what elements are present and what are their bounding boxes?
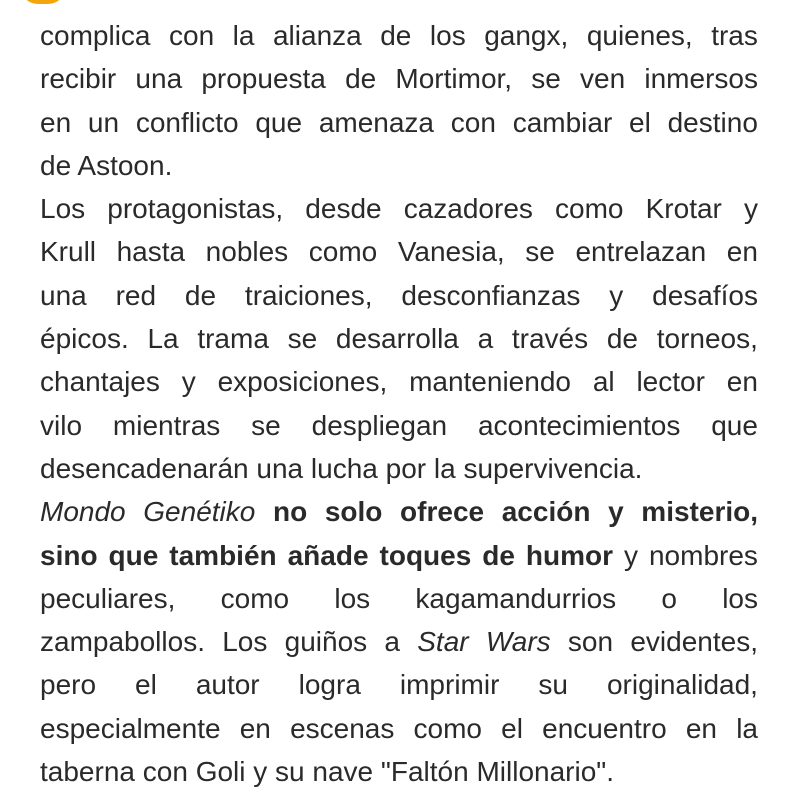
word: épicos.	[40, 323, 129, 355]
word: su	[275, 756, 305, 788]
word: entrelazan	[575, 236, 707, 268]
word: de	[184, 279, 217, 311]
word: humor	[525, 539, 614, 571]
word: Los	[222, 626, 268, 658]
word: desde	[305, 193, 382, 225]
text-line	[40, 187, 758, 230]
word: cambiar	[512, 106, 613, 138]
word: acontecimientos	[477, 409, 681, 441]
word: gangx,	[484, 20, 569, 51]
word: como	[555, 193, 624, 225]
word: lector	[636, 366, 705, 398]
word: el	[629, 106, 651, 138]
text-line	[40, 57, 758, 100]
text-line	[40, 490, 758, 533]
word: la	[232, 20, 255, 51]
word: o	[661, 582, 677, 614]
word: autor	[195, 669, 260, 701]
word: los	[334, 582, 371, 614]
word: mientras	[112, 409, 221, 441]
word: desconfianzas	[401, 279, 581, 311]
word: red	[115, 279, 157, 311]
word: nobles	[205, 236, 289, 268]
word: de	[380, 20, 412, 51]
word: de	[482, 539, 515, 571]
word: la	[736, 712, 758, 744]
word: un	[87, 106, 120, 138]
word: a	[477, 323, 494, 355]
word: también	[169, 539, 277, 571]
word: kagamandurrios	[415, 582, 617, 614]
text-line	[40, 360, 758, 403]
word: Los	[40, 193, 86, 225]
word: inmersos	[644, 63, 758, 95]
text-line	[40, 750, 758, 793]
word: que	[711, 409, 758, 441]
word: que	[255, 106, 303, 138]
text-line	[40, 144, 758, 187]
text-line	[40, 317, 758, 360]
word: acción	[501, 496, 591, 528]
word: peculiares,	[40, 582, 176, 614]
word: son	[567, 626, 614, 658]
text-line	[40, 447, 758, 490]
word: la	[433, 452, 456, 484]
word: su	[538, 669, 568, 701]
word: se	[525, 236, 555, 268]
word: Krull	[40, 236, 97, 268]
word: conflicto	[135, 106, 239, 138]
word: encuentro	[542, 712, 667, 744]
text-line	[40, 577, 758, 620]
word: añade	[287, 539, 369, 571]
word: y	[253, 756, 268, 788]
word: el	[501, 712, 523, 744]
word: Mondo	[40, 496, 126, 528]
word: taberna	[40, 756, 135, 788]
word: y	[608, 496, 624, 528]
word: con	[169, 20, 215, 51]
word: alianza	[272, 20, 362, 51]
word: en	[239, 712, 271, 744]
word: se	[531, 63, 561, 95]
word: lucha	[310, 452, 378, 484]
word: en	[685, 712, 718, 744]
article-body	[40, 14, 758, 793]
word: logra	[298, 669, 361, 701]
word: ofrece	[400, 496, 485, 528]
word: exposiciones,	[217, 366, 388, 398]
word: desencadenarán	[40, 452, 249, 484]
word: que	[108, 539, 159, 571]
word: Star	[417, 626, 469, 658]
word: Mortimor,	[395, 63, 513, 95]
word: cazadores	[403, 193, 533, 225]
word: chantajes	[40, 366, 160, 398]
word: "Faltón	[380, 756, 469, 788]
word: traiciones,	[244, 279, 373, 311]
word: Krotar	[645, 193, 722, 225]
word: Wars	[485, 626, 551, 658]
word: recibir	[40, 63, 117, 95]
word: trama	[197, 323, 269, 355]
word: amenaza	[318, 106, 434, 138]
word: Astoon.	[77, 149, 173, 181]
word: escenas	[290, 712, 395, 744]
word: Vanesia,	[397, 236, 505, 268]
word: en	[40, 106, 72, 138]
word: de	[606, 323, 638, 355]
word: por	[385, 452, 427, 484]
word: Millonario".	[476, 756, 614, 788]
word: La	[147, 323, 179, 355]
word: hasta	[116, 236, 186, 268]
text-line	[40, 101, 758, 144]
word: con	[142, 756, 188, 788]
word: imprimir	[399, 669, 500, 701]
word: en	[726, 366, 758, 398]
word: sino	[40, 539, 98, 571]
word: una	[40, 279, 87, 311]
word: supervivencia.	[463, 452, 643, 484]
word: los	[722, 582, 758, 614]
word: nombres	[648, 539, 758, 571]
word: Genétiko	[143, 496, 256, 528]
word: ven	[580, 63, 626, 95]
orange-logo-fragment	[20, 0, 66, 4]
word: Goli	[195, 756, 246, 788]
word: de	[40, 149, 72, 181]
text-line	[40, 14, 758, 57]
word: de	[345, 63, 377, 95]
text-line	[40, 534, 758, 577]
text-line	[40, 707, 758, 750]
word: especialmente	[40, 712, 221, 744]
word: misterio,	[641, 496, 758, 528]
word: través	[511, 323, 589, 355]
word: toques	[379, 539, 472, 571]
word: pero	[40, 669, 97, 701]
word: desafíos	[652, 279, 758, 311]
text-line	[40, 663, 758, 706]
word: no	[272, 496, 308, 528]
word: despliegan	[311, 409, 448, 441]
word: y	[624, 539, 638, 571]
word: a	[384, 626, 400, 658]
word: tras	[711, 20, 758, 51]
word: nave	[312, 756, 374, 788]
word: y	[609, 279, 624, 311]
word: guiños	[284, 626, 368, 658]
word: quienes,	[586, 20, 693, 51]
text-line	[40, 620, 758, 663]
word: como	[308, 236, 378, 268]
word: vilo	[40, 409, 83, 441]
word: se	[287, 323, 318, 355]
word: desarrolla	[335, 323, 459, 355]
word: manteniendo	[409, 366, 571, 398]
word: zampabollos.	[40, 626, 205, 658]
word: se	[251, 409, 281, 441]
word: al	[592, 366, 615, 398]
text-line	[40, 274, 758, 317]
word: originalidad,	[606, 669, 758, 701]
word: torneos,	[656, 323, 758, 355]
word: y	[744, 193, 758, 225]
word: destino	[667, 106, 758, 138]
word: propuesta	[201, 63, 326, 95]
word: el	[135, 669, 157, 701]
word: solo	[324, 496, 383, 528]
word: complica	[40, 20, 151, 51]
word: en	[726, 236, 758, 268]
word: con	[450, 106, 496, 138]
text-line	[40, 230, 758, 273]
word: como	[220, 582, 290, 614]
word: como	[413, 712, 482, 744]
word: los	[429, 20, 466, 51]
text-line	[40, 404, 758, 447]
word: una	[256, 452, 304, 484]
word: evidentes,	[630, 626, 758, 658]
word: y	[181, 366, 196, 398]
word: una	[135, 63, 183, 95]
word: protagonistas,	[107, 193, 284, 225]
